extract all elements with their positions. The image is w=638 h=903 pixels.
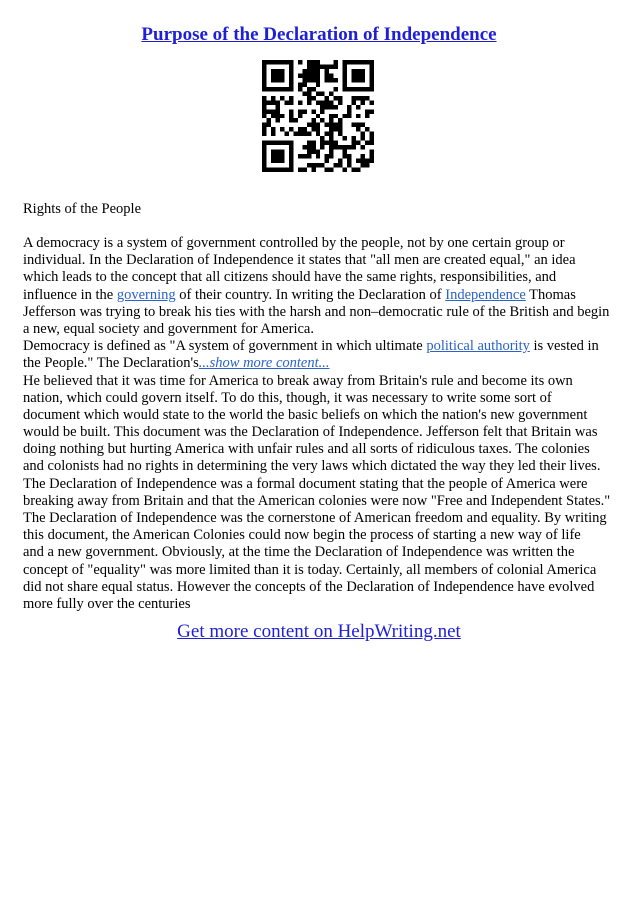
qr-code-icon <box>262 60 374 172</box>
text-span: individual. In the Declaration of Independence it states that "all men are created equal," an idea <box>23 252 576 269</box>
text-line <box>23 338 621 355</box>
inline-link[interactable]: political authority <box>426 338 530 355</box>
text-line <box>23 304 621 321</box>
text-line: The Declaration of Independence was the cornerstone of American freedom and equality. By writing <box>23 510 607 526</box>
text-line: more fully over the centuries <box>23 595 191 612</box>
text-span: the People." The Declaration's <box>23 355 199 372</box>
text-line <box>23 321 621 338</box>
show-more-link[interactable]: ...show more content... <box>198 355 330 372</box>
text-line <box>23 235 621 252</box>
text-line: concept of "equality" was more limited than it is today. Certainly, all members of colonial America <box>23 561 597 578</box>
text-line <box>23 287 621 304</box>
text-line <box>23 355 621 372</box>
inline-link[interactable]: governing <box>116 286 176 303</box>
text-line: breaking away from Britain and that the American colonies were now "Free and Independent States." <box>23 492 611 509</box>
text-span: of their country. In writing the Declaration of <box>175 286 446 303</box>
text-span: influence in the <box>23 286 117 303</box>
text-span: is vested in <box>529 338 599 355</box>
page-title[interactable]: Purpose of the Declaration of Independence <box>141 24 497 45</box>
text-line <box>23 269 621 286</box>
text-span: A democracy is a system of government controlled by the people, not by one certain group or <box>23 235 565 251</box>
text-line: and colonists had no rights in determining the very laws which dictated the way they led their lives. <box>23 458 601 475</box>
inline-link[interactable]: Independence <box>445 286 526 303</box>
text-span: Thomas <box>525 286 576 303</box>
text-line: nation, which could govern itself. To do this, though, it was necessary to write some sort of <box>23 389 552 406</box>
text-line: and a new government. Obviously, at the time the Declaration of Independence was written the <box>23 544 575 561</box>
text-span: which leads to the concept that all citizens should have the same rights, responsibilities, and <box>23 269 557 286</box>
text-line: The Declaration of Independence was a formal document stating that the people of America were <box>23 475 588 492</box>
text-span: Democracy is defined as "A system of government in which ultimate <box>23 338 427 355</box>
text-line: did not share equal status. However the concepts of the Declaration of Independence have evolved <box>23 578 595 595</box>
text-span: a new, equal society and government for America. <box>23 320 314 337</box>
text-span: Jefferson was trying to break his ties with the harsh and non–democratic rule of the British and begin <box>23 303 610 320</box>
text-line: doing nothing but hurting America with unfair rules and all sorts of ridiculous taxes. The colonies <box>23 441 590 458</box>
text-line: would be built. This document was the Declaration of Independence. Jefferson felt that Britain was <box>23 424 598 441</box>
section-heading: Rights of the People <box>23 201 142 217</box>
text-line: document which would state to the world the basic beliefs on which the nation's new government <box>23 406 588 423</box>
article-body <box>23 235 621 613</box>
text-line <box>23 252 621 269</box>
text-line: He believed that it was time for America to break away from Britain's rule and become its own <box>23 372 573 389</box>
text-line: this document, the American Colonies could now begin the process of starting a new way of life <box>23 527 581 544</box>
get-more-content-link[interactable]: Get more content on HelpWriting.net <box>177 621 461 642</box>
